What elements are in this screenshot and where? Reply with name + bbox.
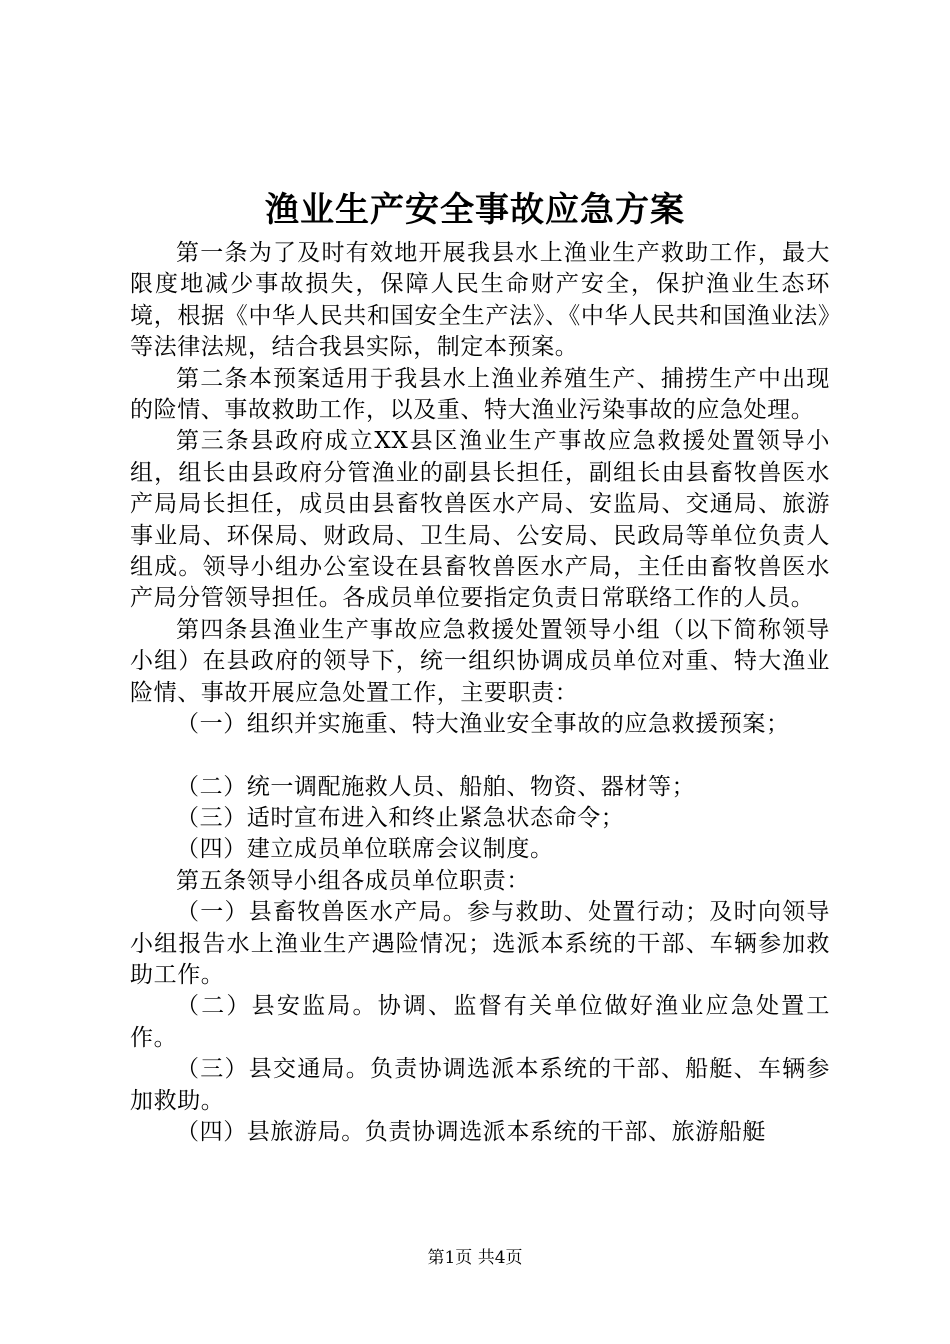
paragraph: （二）统一调配施救人员、船舶、物资、器材等；: [176, 773, 696, 800]
paragraph: 第五条领导小组各成员单位职责：: [176, 867, 530, 894]
paragraph: （一）组织并实施重、特大渔业安全事故的应急救援预案；: [176, 711, 790, 738]
paragraph: （三）县交通局。负责协调选派本系统的干部、船艇、车辆参加救助。: [130, 1056, 830, 1114]
paragraph: （四）建立成员单位联席会议制度。: [176, 836, 554, 863]
paragraph: 第四条县渔业生产事故应急救援处置领导小组（以下简称领导小组）在县政府的领导下，统一组织协调成员单位对重、特大渔业险情、事故开展应急处置工作，主要职责：: [130, 616, 830, 706]
paragraph: 第二条本预案适用于我县水上渔业养殖生产、捕捞生产中出现的险情、事故救助工作，以及重、特大渔业污染事故的应急处理。: [130, 365, 830, 424]
paragraph: （四）县旅游局。负责协调选派本系统的干部、旅游船艇: [176, 1118, 766, 1145]
paragraph: 第三条县政府成立XX县区渔业生产事故应急救援处置领导小组，组长由县政府分管渔业的副县长担任，副组长由县畜牧兽医水产局局长担任，成员由县畜牧兽医水产局、安监局、交通局、旅游事业局、环保局、财政局、卫生局、公安局、民政局等单位负责人组成。领导小组办公室设在县畜牧兽医水产局，主任由畜牧兽医水产局分管领导担任。各成员单位要指定负责日常联络工作的人员。: [130, 428, 830, 612]
paragraph: （一）县畜牧兽医水产局。参与救助、处置行动；及时向领导小组报告水上渔业生产遇险情况；选派本系统的干部、车辆参加救助工作。: [130, 899, 830, 988]
paragraph: （二）县安监局。协调、监督有关单位做好渔业应急处置工作。: [130, 993, 830, 1051]
page-footer: 第1页 共4页: [427, 1248, 523, 1268]
document-body: [130, 238, 830, 1148]
document-title: 渔业生产安全事故应急方案: [265, 190, 685, 230]
paragraph: 第一条为了及时有效地开展我县水上渔业生产救助工作，最大限度地减少事故损失，保障人民生命财产安全，保护渔业生态环境，根据《中华人民共和国安全生产法》、《中华人民共和国渔业法》等法律法规，结合我县实际，制定本预案。: [130, 240, 830, 361]
paragraph: （三）适时宣布进入和终止紧急状态命令；: [176, 804, 625, 831]
